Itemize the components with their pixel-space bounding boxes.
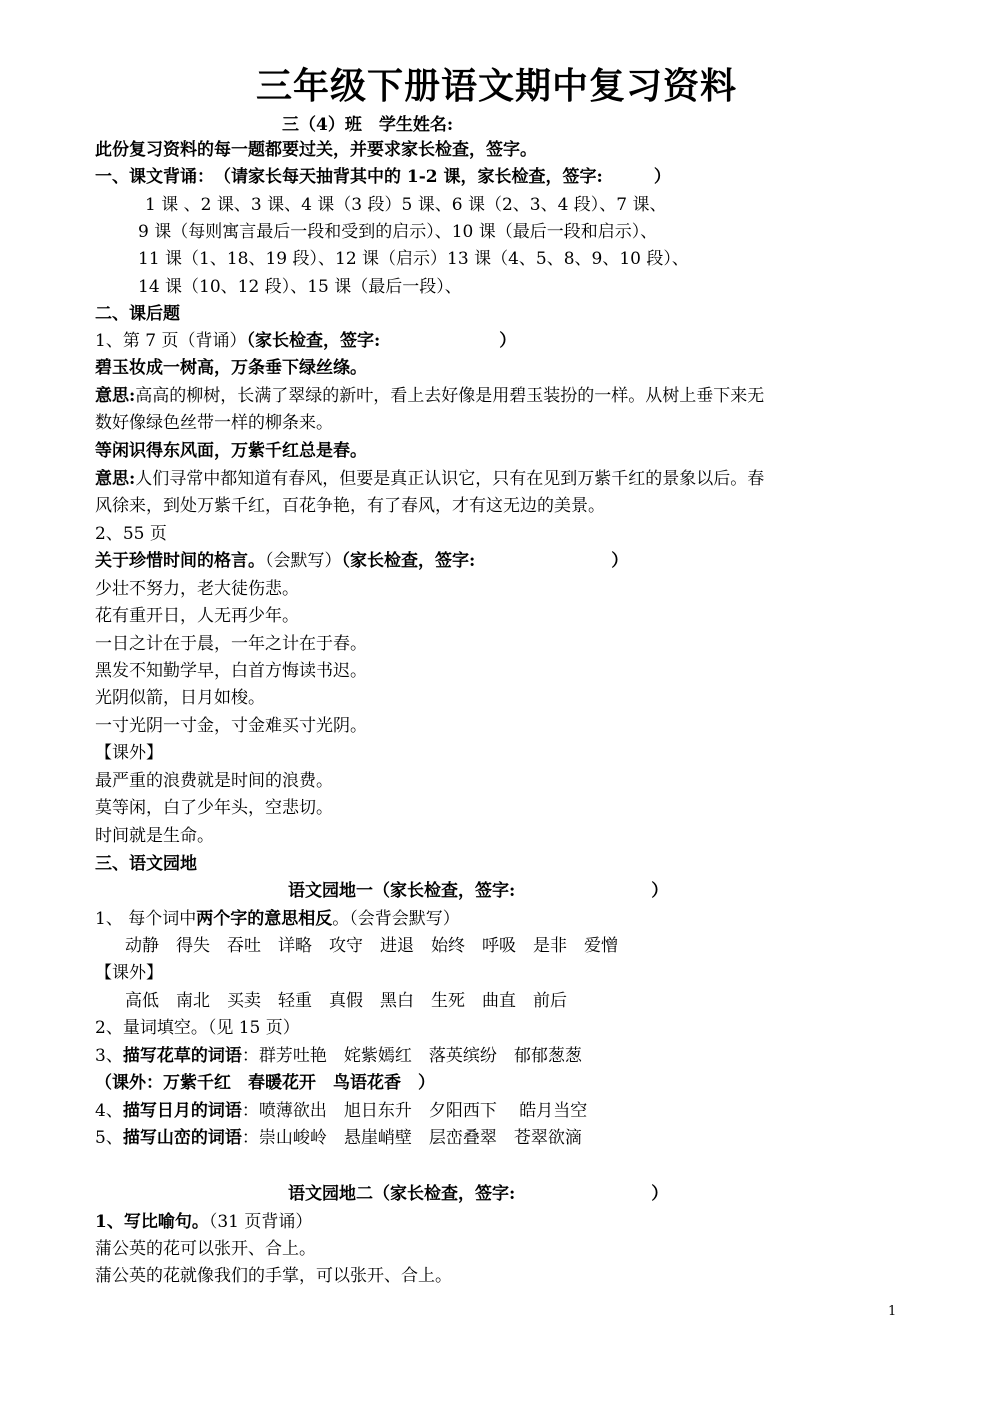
motto-heading-line [95, 550, 628, 572]
meaning-line: 风徐来，到处万紫千红，百花争艳，有了春风，才有这无边的美景。 [95, 496, 605, 516]
motto-line: 一寸光阴一寸金，寸金难买寸光阴。 [95, 716, 367, 736]
recite-list-line: 14 课（10、12 段）、15 课（最后一段）、 [138, 277, 462, 297]
extra-label: 【课外】 [95, 743, 163, 763]
class-name-line: 三（4）班 学生姓名: [282, 115, 454, 135]
question-1-line [95, 330, 516, 352]
garden-1-title: 语文园地一（家长检查，签字: ） [288, 881, 669, 901]
document-title: 三年级下册语文期中复习资料 [255, 66, 737, 107]
motto-line: 黑发不知勤学早，白首方悔读书迟。 [95, 661, 367, 681]
question-prefix: 1、 每个词中 [95, 909, 197, 929]
question-prefix: 4、 [95, 1101, 123, 1121]
garden-1-question-5 [95, 1127, 582, 1149]
meaning-text: 高高的柳树，长满了翠绿的新叶，看上去好像是用碧玉装扮的一样。从树上垂下来无 [135, 386, 765, 406]
question-note: （31 页背诵） [208, 1212, 313, 1232]
extra-flower-words: （课外：万紫千红 春暖花开 鸟语花香 ） [95, 1073, 435, 1093]
question-keyword: 描写山峦的词语 [122, 1128, 242, 1148]
question-suffix: 。（会背会默写） [332, 909, 460, 929]
poem-line: 等闲识得东风面，万紫千红总是春。 [95, 441, 367, 461]
question-keyword: 1、写比喻句。 [95, 1212, 209, 1232]
garden-1-question-3 [95, 1045, 582, 1067]
recite-list-line: 11 课（1、18、19 段）、12 课（启示）13 课（4、5、8、9、10 段）、 [138, 249, 689, 269]
question-1-prefix: 1、第 7 页（背诵） [95, 331, 247, 351]
question-2-line: 2、55 页 [95, 524, 167, 544]
garden-1-question-4 [95, 1100, 587, 1122]
poem-line: 碧玉妆成一树高，万条垂下绿丝绦。 [95, 358, 367, 378]
meaning-label: 意思: [95, 469, 136, 489]
meaning-line: 数好像绿色丝带一样的柳条来。 [95, 413, 333, 433]
motto-note: （会默写） [265, 551, 342, 571]
simile-sentence: 蒲公英的花就像我们的手掌，可以张开、合上。 [95, 1266, 452, 1286]
garden-2-title: 语文园地二（家长检查，签字: ） [288, 1184, 669, 1204]
section-1-heading: 一、课文背诵： （请家长每天抽背其中的 1-2 课，家长检查，签字: ） [95, 167, 671, 187]
motto-line: 一日之计在于晨，一年之计在于春。 [95, 634, 367, 654]
extra-label: 【课外】 [95, 963, 163, 983]
meaning-line [95, 385, 764, 407]
motto-heading: 关于珍惜时间的格言。 [95, 551, 265, 571]
motto-line: 光阴似箭，日月如梭。 [95, 688, 265, 708]
extra-motto-line: 时间就是生命。 [95, 826, 214, 846]
extra-motto-line: 莫等闲，白了少年头，空悲切。 [95, 798, 333, 818]
recite-list-line: 9 课（每则寓言最后一段和受到的启示）、10 课（最后一段和启示）、 [138, 222, 658, 242]
meaning-label: 意思: [95, 386, 136, 406]
question-keyword: 描写花草的词语 [122, 1046, 242, 1066]
section-2-heading: 二、课后题 [95, 304, 180, 324]
motto-line: 花有重开日，人无再少年。 [95, 606, 299, 626]
extra-motto-line: 最严重的浪费就是时间的浪费。 [95, 771, 333, 791]
extra-word-list: 高低 南北 买卖 轻重 真假 黑白 生死 曲直 前后 [125, 991, 567, 1011]
garden-1-question-2: 2、量词填空。（见 15 页） [95, 1018, 300, 1038]
recite-list-line: 1 课 、2 课、3 课、4 课（3 段）5 课、6 课（2、3、4 段）、7 课、 [145, 195, 667, 215]
word-list: ：崇山峻岭 悬崖峭壁 层峦叠翠 苍翠欲滴 [241, 1128, 582, 1148]
antonym-word-list: 动静 得失 吞吐 详略 攻守 进退 始终 呼吸 是非 爱憎 [125, 936, 618, 956]
simile-sentence: 蒲公英的花可以张开、合上。 [95, 1239, 316, 1259]
meaning-text: 人们寻常中都知道有春风，但要是真正认识它，只有在见到万紫千红的景象以后。春 [135, 469, 765, 489]
garden-2-question-1 [95, 1211, 312, 1233]
section-3-heading: 三、语文园地 [95, 854, 197, 874]
question-prefix: 5、 [95, 1128, 123, 1148]
word-list: ：群芳吐艳 姹紫嫣红 落英缤纷 郁郁葱葱 [241, 1046, 582, 1066]
question-keyword: 描写日月的词语 [122, 1101, 242, 1121]
parent-check-note: （家长检查，签字: ） [246, 331, 517, 351]
word-list: ：喷薄欲出 旭日东升 夕阳西下 皓月当空 [241, 1101, 588, 1121]
motto-line: 少壮不努力，老大徒伤悲。 [95, 579, 299, 599]
garden-1-question-1 [95, 908, 460, 930]
intro-line: 此份复习资料的每一题都要过关，并要求家长检查，签字。 [95, 140, 537, 160]
meaning-line [95, 468, 764, 490]
question-prefix: 3、 [95, 1046, 123, 1066]
question-keyword: 两个字的意思相反 [196, 909, 333, 929]
page-number: 1 [888, 1304, 897, 1319]
parent-check-note: （家长检查，签字: ） [341, 551, 629, 571]
